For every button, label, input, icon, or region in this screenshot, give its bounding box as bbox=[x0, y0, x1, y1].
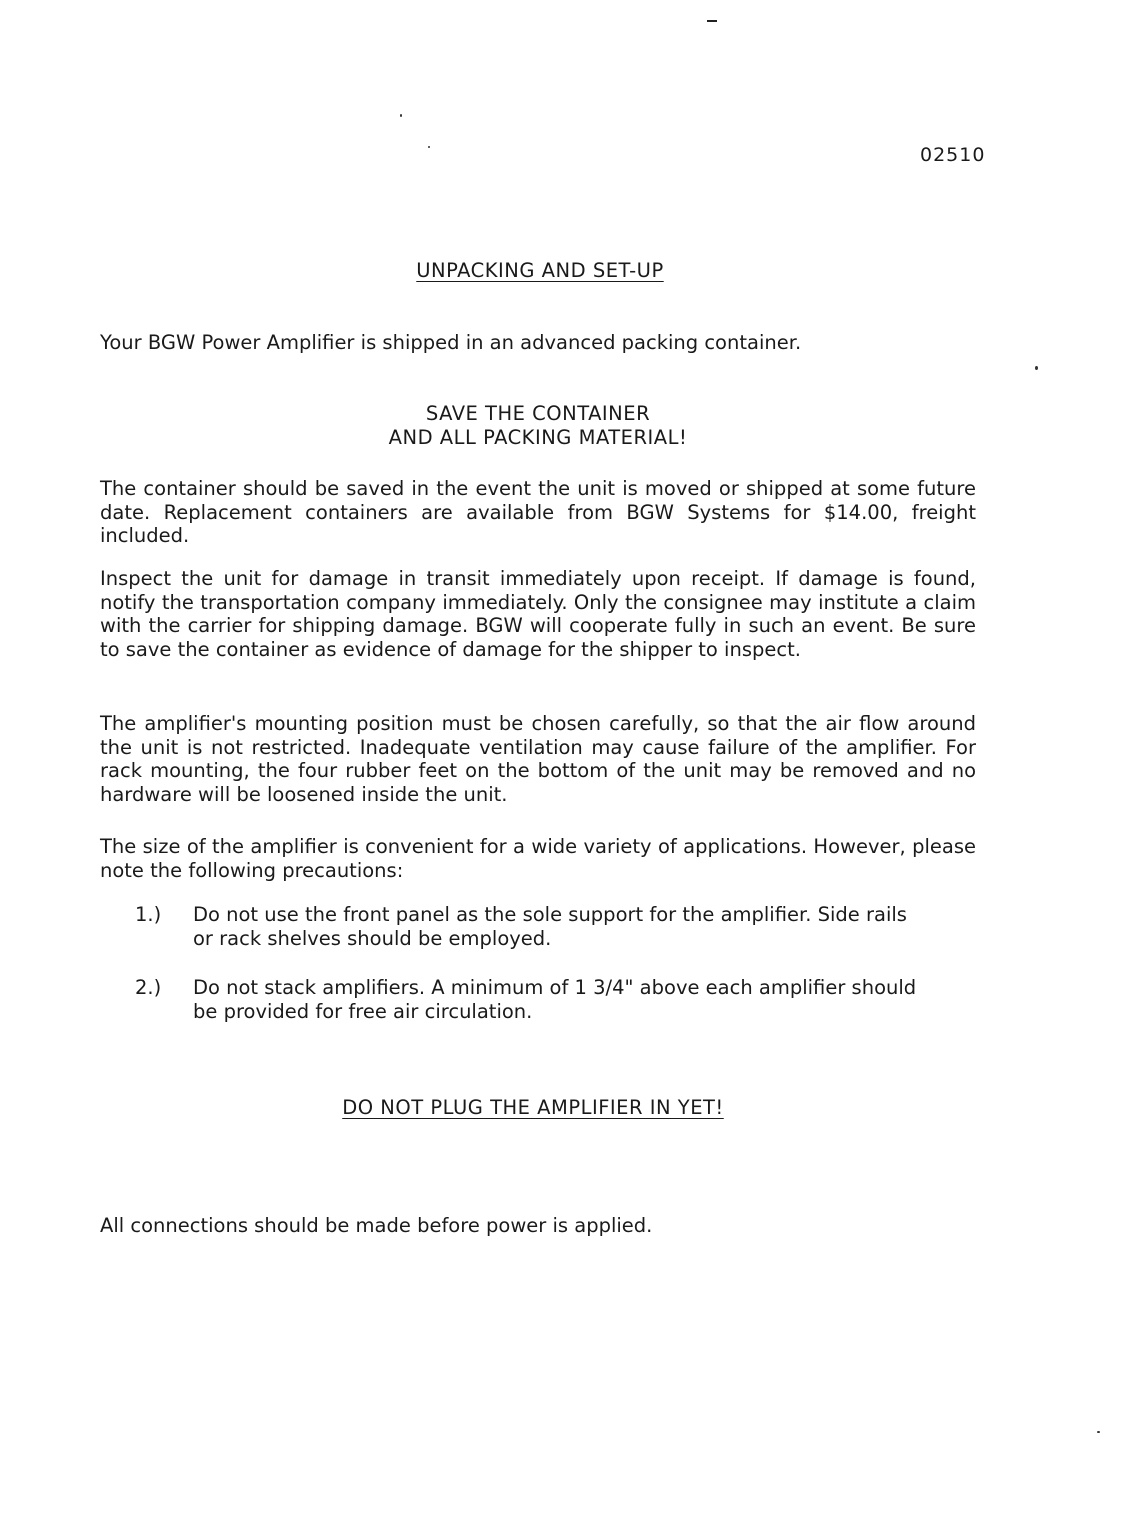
paragraph-precautions-intro: The size of the amplifier is convenient for a wide variety of applications. However, please note the following precautions: bbox=[100, 835, 976, 882]
precaution-number: 2.) bbox=[135, 976, 162, 999]
precaution-text: Do not use the front panel as the sole support for the amplifier. Side rails or rack shelves should be employed. bbox=[193, 903, 907, 950]
warning-heading-text: DO NOT PLUG THE AMPLIFIER IN YET! bbox=[342, 1096, 724, 1119]
scan-speck bbox=[400, 114, 402, 117]
document-number: 02510 bbox=[920, 144, 986, 166]
precaution-text: Do not stack amplifiers. A minimum of 1 3/4" above each amplifier should be provided for free air circulation. bbox=[193, 976, 917, 1023]
intro-paragraph: Your BGW Power Amplifier is shipped in an advanced packing container. bbox=[100, 331, 802, 354]
paragraph-inspection: Inspect the unit for damage in transit immediately upon receipt. If damage is found, notify the transportation company immediately. Only the consignee may institute a claim with the carrier for shipping damage. BGW will cooperate fully in such an event. Be sure to save the container as evidence of damage for the shipper to inspect. bbox=[100, 567, 976, 661]
paragraph-container: The container should be saved in the event the unit is moved or shipped at some future date. Replacement containers are available from BGW Systems for $14.00, freight included. bbox=[100, 477, 976, 547]
paragraph-mounting: The amplifier's mounting position must be chosen carefully, so that the air flow around the unit is not restricted. Inadequate ventilation may cause failure of the amplifier. For rack mounting, the four rubber feet on the bottom of the unit may be removed and no hardware will be loosened inside the unit. bbox=[100, 712, 976, 806]
warning-heading bbox=[0, 1096, 1066, 1119]
page-title-text: UNPACKING AND SET-UP bbox=[416, 259, 664, 282]
page-title bbox=[0, 259, 1080, 282]
scan-speck bbox=[428, 146, 430, 148]
precaution-number: 1.) bbox=[135, 903, 162, 926]
scan-speck bbox=[1035, 366, 1038, 370]
scan-mark bbox=[707, 20, 717, 22]
save-notice bbox=[0, 402, 1076, 450]
final-note: All connections should be made before power is applied. bbox=[100, 1214, 653, 1237]
save-notice-line-2: AND ALL PACKING MATERIAL! bbox=[388, 426, 688, 449]
scan-speck bbox=[1097, 1431, 1100, 1433]
save-notice-line-1: SAVE THE CONTAINER bbox=[425, 402, 651, 425]
